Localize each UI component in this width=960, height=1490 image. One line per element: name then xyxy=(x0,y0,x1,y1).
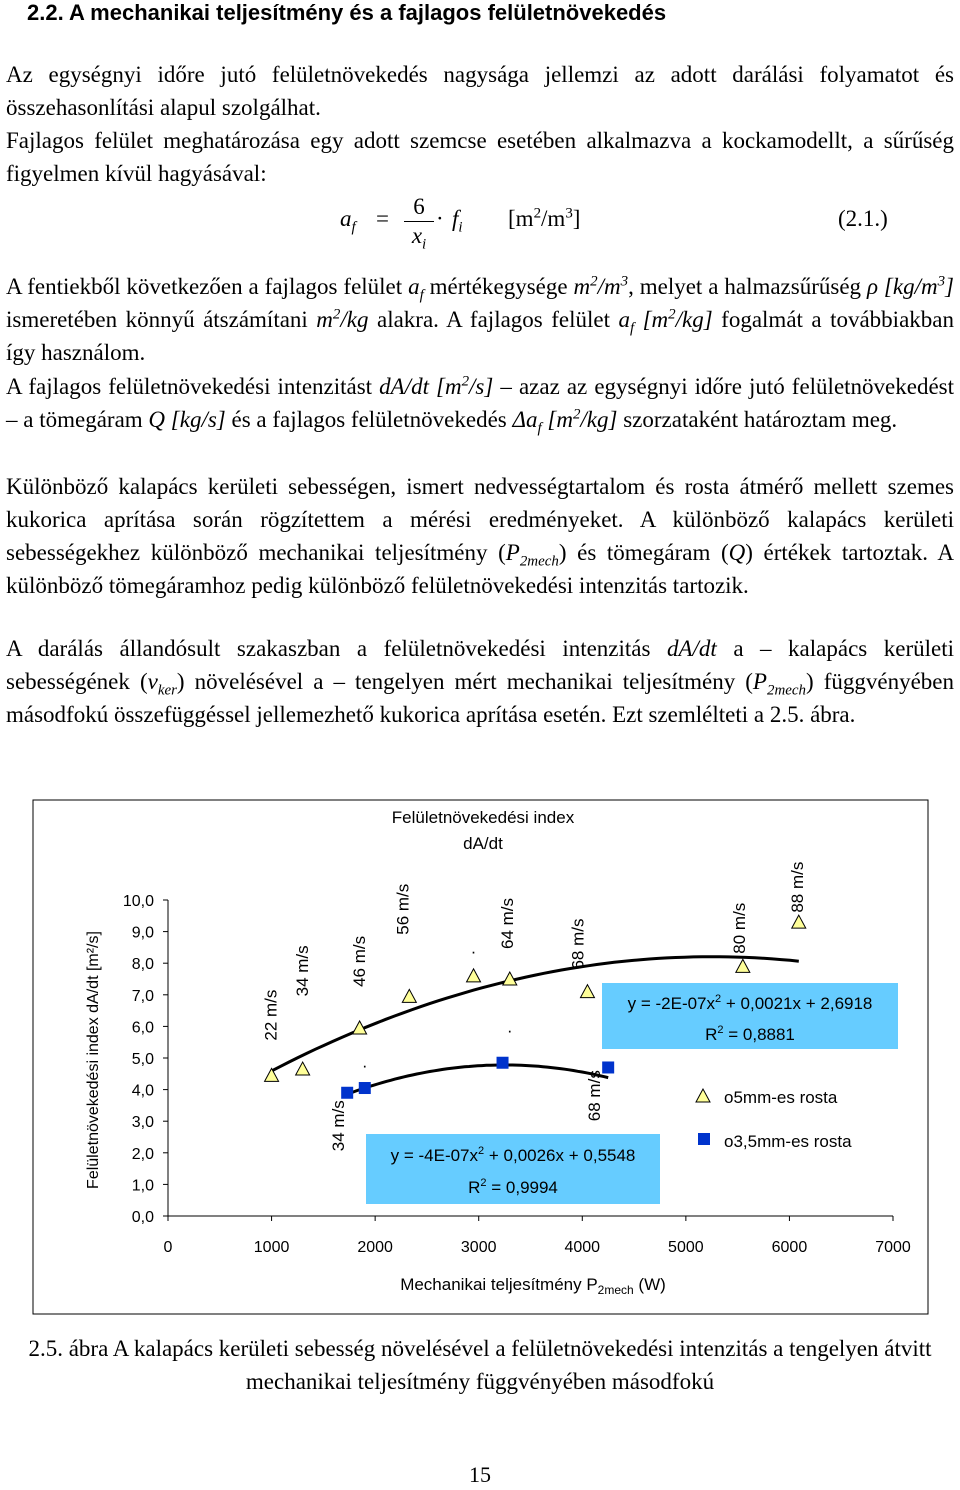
point-label-5mm: 56 m/s xyxy=(393,883,413,935)
point-label-3-5mm: 34 m/s xyxy=(329,1100,349,1152)
eq-numerator: 6 xyxy=(413,194,425,219)
trend-equation-5mm: $y = -2E-07x^2 + 0,0021x + 2,6918$ xyxy=(627,993,873,1013)
trend-r2-3-5mm: $R^2 = 0,9994$ xyxy=(468,1177,558,1197)
eq-fraction-bar xyxy=(404,221,434,222)
point-label-5mm: 68 m/s xyxy=(568,918,588,970)
eq-equals: = xyxy=(376,206,389,231)
point-label-3-5mm: 68 m/s xyxy=(584,1070,604,1122)
paragraph-units: A fentiekből következően a fajlagos felület $a_f$ mértékegysége $m^2/m^3$, melyet a halmazsűrűség ρ $[kg/m^3]$ ismeretében könnyű átszámítani $m^2/kg$ alakra. A fajlagos felület $a_f$ $[m^2/kg]$ fogalmát a továbbiakban így használom. xyxy=(6,273,954,365)
eq-dot: · xyxy=(436,206,444,231)
y-tick-label: 2,0 xyxy=(131,1145,154,1163)
x-tick-label: 4000 xyxy=(564,1239,601,1256)
y-tick-label: 6,0 xyxy=(131,1019,154,1037)
eq-label: (2.1.) xyxy=(838,206,888,231)
y-tick-label: 5,0 xyxy=(131,1051,154,1068)
eq-unit: $[m^2/m^3]$ xyxy=(508,205,581,231)
paragraph-intro: Az egységnyi időre jutó felületnövekedés nagysága jellemzi az adott darálási folyamatot és összehasonlítási alapul szolgálhat. xyxy=(6,62,954,120)
x-tick-label: 3000 xyxy=(460,1239,497,1256)
x-tick-label: 6000 xyxy=(771,1239,808,1256)
y-tick-label: 10,0 xyxy=(122,893,154,910)
stray-dot-mark: . xyxy=(507,1017,513,1037)
chart-title-line2: dA/dt xyxy=(463,834,503,853)
eq-lhs: $a_f$ xyxy=(340,206,356,236)
stray-dot-mark: . xyxy=(471,938,476,958)
chart-title-line1: Felületnövekedési index xyxy=(391,808,575,827)
paragraph-intensity: A fajlagos felületnövekedési intenzitást dA/dt $[m^2/s]$ – azaz az egységnyi időre jutó felületnövekedést – a tömegáram Q [kg/s] és a fajlagos felületnövekedés $\Delta a_f$ $[m^2/kg]$ szorzataként határoztam meg. xyxy=(6,373,955,437)
stray-dot-mark: . xyxy=(362,1052,368,1072)
point-label-5mm: 34 m/s xyxy=(292,945,312,997)
y-tick-label: 0,0 xyxy=(131,1209,154,1226)
y-tick-label: 7,0 xyxy=(131,987,154,1005)
point-label-5mm: 80 m/s xyxy=(729,902,749,954)
paragraph-steady-state: A darálás állandósult szakaszban a felületnövekedési intenzitás dA/dt a – kalapács kerületi sebességének $(v_{ker})$ növelésével a – tengelyen mért mechanikai teljesítmény $(P_{2mech})$ függvényében másodfokú összefüggéssel jellemezhető kukorica aprítása esetén. Ezt szemlélteti a 2.5. ábra. xyxy=(6,636,954,727)
data-point-square xyxy=(497,1057,509,1069)
y-axis-label: Felületnövekedési index dA/dt [m²/s] xyxy=(85,931,102,1189)
paragraph-measurements: Különböző kalapács kerületi sebességen, ismert nedvességtartalom és rosta átmérő mellett szemes kukorica aprítása során rögzítettem a mérési eredményeket. A különböző kalapács kerületi sebességekhez különböző mechanikai teljesítmény $(P_{2mech})$ és tömegáram (Q) értékek tartoztak. A különböző tömegáramhoz pedig különböző felületnövekedési intenzitás tartozik. xyxy=(6,474,954,598)
section-heading: 2.2. A mechanikai teljesítmény és a fajlagos felületnövekedés xyxy=(27,0,667,25)
y-tick-label: 3,0 xyxy=(131,1114,154,1132)
point-label-5mm: 64 m/s xyxy=(497,897,517,949)
legend xyxy=(682,1084,898,1178)
trend-r2-5mm: $R^2 = 0,8881$ xyxy=(705,1024,795,1044)
scatter-chart xyxy=(0,780,960,1320)
y-tick-label: 4,0 xyxy=(131,1082,154,1100)
y-tick-label: 9,0 xyxy=(131,924,154,942)
figure-caption: 2.5. ábra A kalapács kerületi sebesség növelésével a felületnövekedési intenzitás a tengelyen átvitt mechanikai teljesítmény függvényében másodfokú xyxy=(28,1336,932,1394)
x-tick-label: 7000 xyxy=(875,1239,911,1256)
eq-denominator: $x_i$ xyxy=(411,223,427,253)
point-label-5mm: 88 m/s xyxy=(787,861,807,913)
x-axis-label: Mechanikai teljesítmény $P_{2mech}$ (W) xyxy=(400,1275,666,1297)
paragraph-specific-surface: Fajlagos felület meghatározása egy adott szemcse esetében alkalmazva a kockamodellt, a sűrűség figyelmen kívül hagyásával: xyxy=(6,128,954,186)
x-tick-label: 1000 xyxy=(253,1239,290,1256)
figure-2-5 xyxy=(0,780,960,1325)
point-label-5mm: 22 m/s xyxy=(261,989,281,1041)
legend-square-icon xyxy=(698,1133,710,1145)
trend-equation-3-5mm: $y = -4E-07x^2 + 0,0026x + 0,5548$ xyxy=(390,1145,636,1165)
data-point-square xyxy=(359,1082,371,1094)
legend-label-3-5mm: o3,5mm-es rosta xyxy=(724,1132,852,1151)
x-tick-label: 0 xyxy=(163,1239,173,1256)
equation-2-1 xyxy=(0,188,960,268)
legend-label-5mm: o5mm-es rosta xyxy=(724,1088,838,1107)
x-tick-label: 5000 xyxy=(668,1239,704,1256)
data-point-square xyxy=(341,1087,353,1099)
y-tick-label: 1,0 xyxy=(131,1177,154,1195)
eq-rhs: $f_i$ xyxy=(452,206,463,236)
eq-fraction xyxy=(404,194,434,253)
x-tick-label: 2000 xyxy=(357,1239,393,1256)
y-tick-label: 8,0 xyxy=(131,956,154,974)
point-label-5mm: 46 m/s xyxy=(349,935,369,987)
data-point-square xyxy=(602,1061,614,1073)
page-number: 15 xyxy=(469,1462,491,1487)
